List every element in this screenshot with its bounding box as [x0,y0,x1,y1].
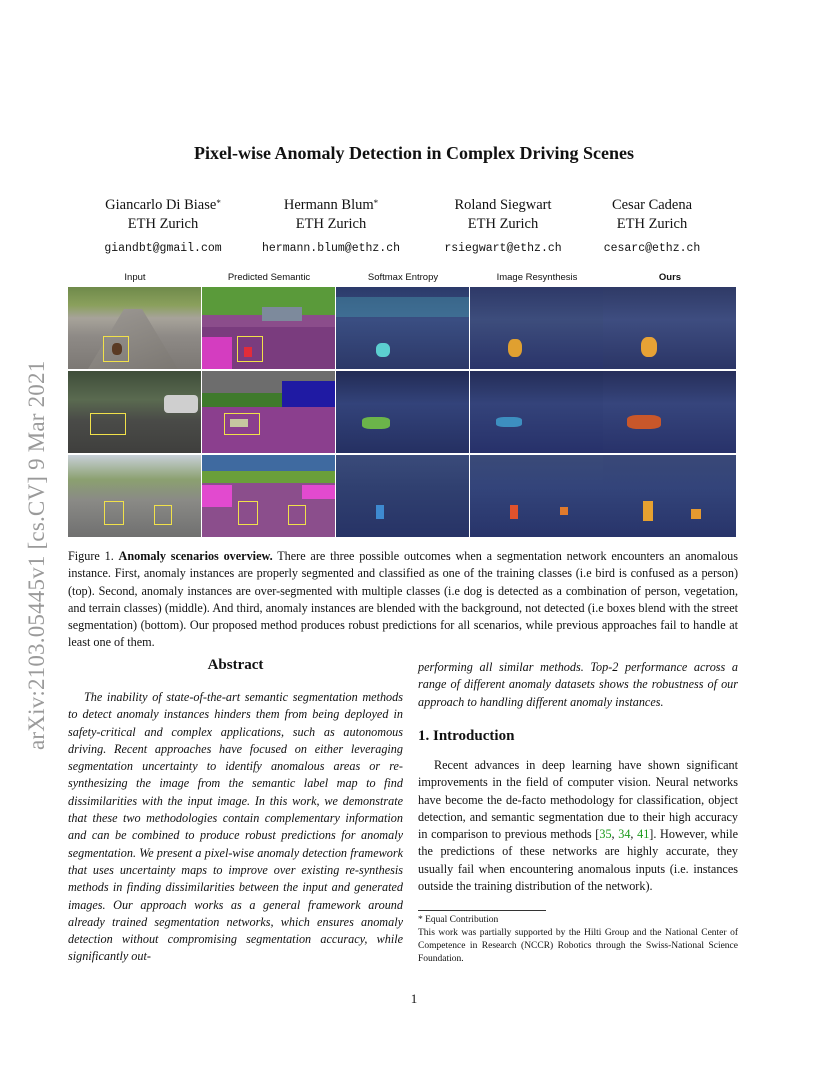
fig-r1-predicted-semantic [202,287,335,369]
footnote-equal-contribution: * Equal Contribution [418,915,499,925]
abstract-text: The inability of state-of-the-art semantic segmentation methods to detect anomaly instances hinders them from being deployed in safety-critical and complex applications, such as autonomous driving. Recent approaches have focused on either leveraging segmentation uncertainty to identify anomalous areas or re-synthesizing the image from the semantic label map to find dissimilarities with the input image. In this work, we demonstrate that these two methodologies contain complementary information and can be combined to produce robust predictions for anomaly segmentation. We present a pixel-wise anomaly detection framework that uses uncertainty maps to improve over existing re-synthesis methods in finding dissimilarities between the input and generated images. Our approach works as a general framework around already trained segmentation networks, which ensures anomaly detection without compromising segmentation accuracy, while significantly out- [68,690,403,964]
intro-text: Recent advances in deep learning have shown significant improvements in the field of computer vision. Neural networks have become the de-facto methodology for classification, object detection, and semantic segmentation due to their high accuracy in comparison to previous methods [ [418,758,738,842]
figure-column-ours: Ours [658,272,682,283]
fig-r2-ours [603,371,736,453]
fig-r1-input [68,287,201,369]
author-name: Hermann Blum [283,197,374,213]
figure-column-predicted-semantic: Predicted Semantic [227,272,311,283]
author-affiliation: ETH Zurich [127,216,199,232]
author-affiliation: ETH Zurich [467,216,539,232]
author-1 [78,196,248,258]
author-name: Roland Siegwart [454,197,552,213]
intro-text: ]. However, while the predictions of these networks are highly accurate, they usually fail when encountering anomalous inputs (i.e. instances outside the training distribution of the network). [418,827,738,894]
citation-separator: , [630,827,638,842]
footnote-funding: This work was partially supported by the Hilti Group and the National Center of Competence in Research (NCCR) Robotics through the Swiss-National Science Foundation. [418,928,738,964]
author-3 [418,196,588,258]
fig-r1-softmax-entropy [336,287,469,369]
figure-image-grid [68,287,737,537]
caption-text: There are three possible outcomes when a segmentation network encounters an anomalous instance. First, anomaly instances are properly segmented and classified as one of the training classes (i.e bird is confused as a person) (top). Second, anomaly instances are over-segmented with multiple classes (i.e dog is detected as a combination of person, vegetation, and terrain classes) (middle). And third, anomaly instances are blended with the background, not detected (i.e boxes blend with the street segmentation) (bottom). Our proposed method produces robust predictions for all scenarios, while previous approaches fail to handle at least one of them. [68,549,739,650]
author-affiliation: ETH Zurich [295,216,367,232]
author-email: cesarc@ethz.ch [603,242,701,255]
author-email: giandbt@gmail.com [104,242,222,255]
figure-column-input: Input [124,272,146,283]
fig-r2-image-resynthesis [470,371,603,453]
introduction-body [418,757,738,895]
author-email: hermann.blum@ethz.ch [261,242,401,255]
caption-bold-title: Anomaly scenarios overview. [118,549,273,563]
author-2 [246,196,416,258]
citation-link[interactable]: 35 [599,827,612,842]
fig-r2-input [68,371,201,453]
author-affiliation: ETH Zurich [616,216,688,232]
fig-r1-ours [603,287,736,369]
fig-r1-image-resynthesis [470,287,603,369]
citation-link[interactable]: 41 [637,827,650,842]
caption-label: Figure 1. [68,549,114,563]
author-mark: * [373,198,379,208]
page-number: 1 [410,991,418,1006]
fig-r3-input [68,455,201,537]
author-mark: * [216,198,221,208]
figure-column-softmax-entropy: Softmax Entropy [367,272,439,283]
section-heading-introduction: 1. Introduction [418,728,515,744]
abstract-heading: Abstract [207,657,264,673]
fig-r2-predicted-semantic [202,371,335,453]
fig-r3-image-resynthesis [470,455,603,537]
author-email: rsiegwart@ethz.ch [444,242,562,255]
figure-caption [68,548,738,652]
citation-link[interactable]: 34 [618,827,631,842]
fig-r3-softmax-entropy [336,455,469,537]
paper-title: Pixel-wise Anomaly Detection in Complex Driving Scenes [194,143,634,163]
author-4 [567,196,737,258]
fig-r3-ours [603,455,736,537]
abstract-text-continued: performing all similar methods. Top-2 performance across a range of different anomaly datasets shows the robustness of our approach to handling different anomaly instances. [418,660,738,709]
author-name: Giancarlo Di Biase [105,197,217,213]
fig-r3-predicted-semantic [202,455,335,537]
figure-column-image-resynthesis: Image Resynthesis [496,272,578,283]
footnote [418,914,738,966]
fig-r2-softmax-entropy [336,371,469,453]
abstract-continued [418,659,738,711]
arxiv-stamp: arXiv:2103.05445v1 [cs.CV] 9 Mar 2021 [24,360,49,750]
abstract-body [68,689,403,966]
citation-separator: , [611,827,619,842]
footnote-divider [418,910,546,911]
author-name: Cesar Cadena [611,197,693,213]
